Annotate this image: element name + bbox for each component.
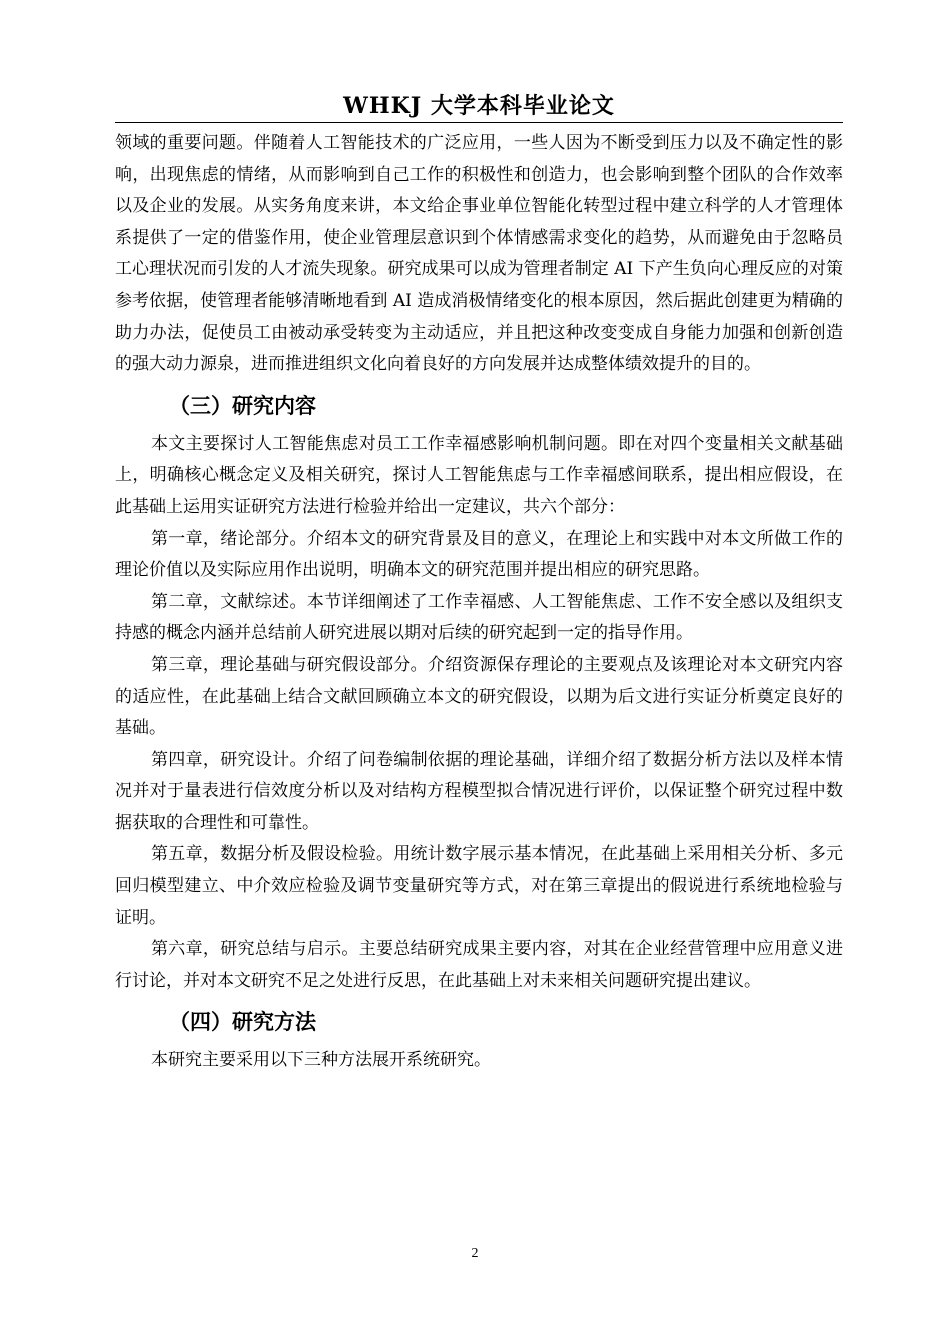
page-content xyxy=(115,128,843,1077)
header-rule xyxy=(115,122,843,123)
paragraph-section-intro: 本文主要探讨人工智能焦虑对员工工作幸福感影响机制问题。即在对四个变量相关文献基础上，明确核心概念定义及相关研究，探讨人工智能焦虑与工作幸福感间联系，提出相应假设，在此基础上运用实证研究方法进行检验并给出一定建议，共六个部分： xyxy=(115,433,843,517)
paragraph-chapter-3: 第三章，理论基础与研究假设部分。介绍资源保存理论的主要观点及该理论对本文研究内容的适应性，在此基础上结合文献回顾确立本文的研究假设，以期为后文进行实证分析奠定良好的基础。 xyxy=(115,654,843,739)
paragraph-chapter-2: 第二章，文献综述。本节详细阐述了工作幸福感、人工智能焦虑、工作不安全感以及组织支持感的概念内涵并总结前人研究进展以期对后续的研究起到一定的指导作用。 xyxy=(115,591,843,644)
paragraph-intro: 领域的重要问题。伴随着人工智能技术的广泛应用，一些人因为不断受到压力以及不确定性的影响，出现焦虑的情绪，从而影响到自己工作的积极性和创造力，也会影响到整个团队的合作效率以及企业的发展。从实务角度来讲，本文给企事业单位智能化转型过程中建立科学的人才管理体系提供了一定的借鉴作用，使企业管理层意识到个体情感需求变化的趋势，从而避免由于忽略员工心理状况而引发的人才流失现象。研究成果可以成为管理者制定 AI 下产生负向心理反应的对策参考依据，使管理者能够清晰地看到 AI 造成消极情绪变化的根本原因，然后据此创建更为精确的助力办法，促使员工由被动承受转变为主动适应，并且把这种改变变成自身能力加强和创新创造的强大动力源泉，进而推进组织文化向着良好的方向发展并达成整体绩效提升的目的。 xyxy=(115,133,843,375)
paragraph-chapter-6: 第六章，研究总结与启示。主要总结研究成果主要内容，对其在企业经营管理中应用意义进行讨论，并对本文研究不足之处进行反思，在此基础上对未来相关问题研究提出建议。 xyxy=(115,939,843,991)
paragraph-chapter-4: 第四章，研究设计。介绍了问卷编制依据的理论基础，详细介绍了数据分析方法以及样本情况并对于量表进行信效度分析以及对结构方程模型拟合情况进行评价，以保证整个研究过程中数据获取的合理性和可靠性。 xyxy=(115,749,843,833)
section-heading-research-content: （三）研究内容 xyxy=(169,393,316,418)
paragraph-chapter-5: 第五章，数据分析及假设检验。用统计数字展示基本情况，在此基础上采用相关分析、多元回归模型建立、中介效应检验及调节变量研究等方式，对在第三章提出的假说进行系统地检验与证明。 xyxy=(115,844,843,928)
paragraph-methods-intro: 本研究主要采用以下三种方法展开系统研究。 xyxy=(151,1050,491,1071)
page-number: 2 xyxy=(471,1246,479,1261)
paragraph-chapter-1: 第一章，绪论部分。介绍本文的研究背景及目的意义，在理论上和实践中对本文所做工作的理论价值以及实际应用作出说明，明确本文的研究范围并提出相应的研究思路。 xyxy=(115,528,843,581)
running-header: WHKJ 大学本科毕业论文 xyxy=(343,93,615,119)
section-heading-research-methods: （四）研究方法 xyxy=(169,1010,316,1035)
